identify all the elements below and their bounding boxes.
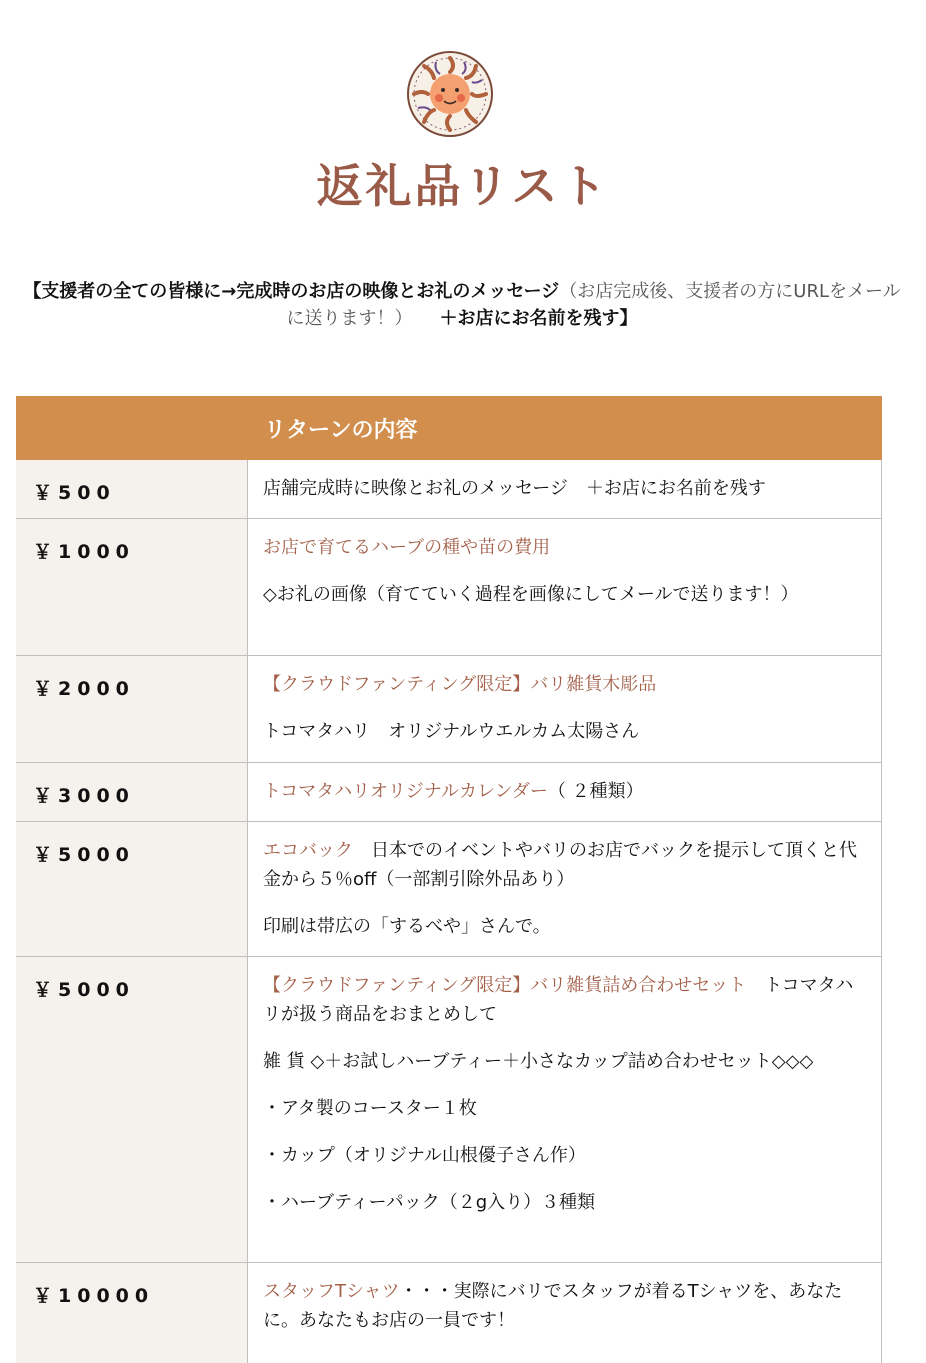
price-cell: ￥5000 — [16, 822, 248, 956]
desc-line: ・アタ製のコースター１枚 — [263, 1098, 477, 1119]
sun-logo-icon — [406, 50, 494, 138]
table-header — [16, 396, 882, 460]
header-returns-label: リターンの内容 — [264, 417, 418, 443]
intro-bold-1: 【支援者の全ての皆様に→完成時のお店の映像とお礼のメッセージ — [23, 281, 560, 302]
desc-line: 雑 貨 ◇＋お試しハーブティー＋小さなカップ詰め合わせセット◇◇◇ — [263, 1051, 814, 1072]
intro-text — [22, 278, 902, 332]
desc-cell — [248, 763, 882, 821]
item-highlight: エコバック — [263, 840, 353, 861]
desc-cell — [248, 822, 882, 956]
intro-note: （お店完成後、支援者の方にURLをメールに送ります！） — [286, 281, 901, 329]
price-cell: ￥1000 — [16, 519, 248, 655]
intro-bold-2: ＋お店にお名前を残す】 — [439, 308, 638, 329]
table-row — [16, 519, 882, 656]
desc-cell — [248, 519, 882, 655]
price-cell: ￥3000 — [16, 763, 248, 821]
desc-cell — [248, 460, 882, 518]
desc-cell — [248, 1263, 882, 1363]
desc-line: トコマタハリ オリジナルウエルカム太陽さん — [263, 721, 640, 742]
price-cell: ￥5000 — [16, 957, 248, 1262]
item-highlight: スタッフTシャツ — [263, 1281, 400, 1302]
table-row — [16, 957, 882, 1263]
page-title: 返礼品リスト — [316, 159, 610, 213]
desc-line: 印刷は帯広の「するべや」さんで。 — [263, 916, 551, 937]
item-rest: トコマタハリが扱う商品をおまとめして — [263, 975, 854, 1025]
table-row — [16, 460, 882, 519]
item-rest: 日本でのイベントやバリのお店でバックを提示して頂くと代金から５％off（一部割引除外品あり） — [263, 840, 857, 890]
desc-line: 店舗完成時に映像とお礼のメッセージ ＋お店にお名前を残す — [263, 478, 766, 499]
table-row — [16, 822, 882, 957]
price-cell: ￥500 — [16, 460, 248, 518]
desc-line: ・ハーブティーパック（２g入り）３種類 — [263, 1192, 596, 1213]
item-highlight: トコマタハリオリジナルカレンダー — [263, 781, 548, 802]
table-row — [16, 656, 882, 763]
desc-cell — [248, 957, 882, 1262]
desc-cell — [248, 656, 882, 762]
item-rest: （ ２種類） — [547, 781, 644, 802]
item-rest: ・・・実際にバリでスタッフが着るTシャツを、あなたに。あなたもお店の一員です！ — [263, 1281, 843, 1331]
table-row — [16, 763, 882, 822]
price-cell: ￥10000 — [16, 1263, 248, 1363]
desc-line: ・カップ（オリジナル山根優子さん作） — [263, 1145, 586, 1166]
table-row — [16, 1263, 882, 1363]
item-highlight: 【クラウドファンティング限定】バリ雑貨詰め合わせセット — [263, 975, 747, 996]
desc-line: ◇お礼の画像（育てていく過程を画像にしてメールで送ります！） — [263, 584, 799, 605]
item-highlight: お店で育てるハーブの種や苗の費用 — [263, 537, 551, 558]
returns-table — [16, 396, 882, 1363]
item-highlight: 【クラウドファンティング限定】バリ雑貨木彫品 — [263, 674, 657, 695]
price-cell: ￥2000 — [16, 656, 248, 762]
